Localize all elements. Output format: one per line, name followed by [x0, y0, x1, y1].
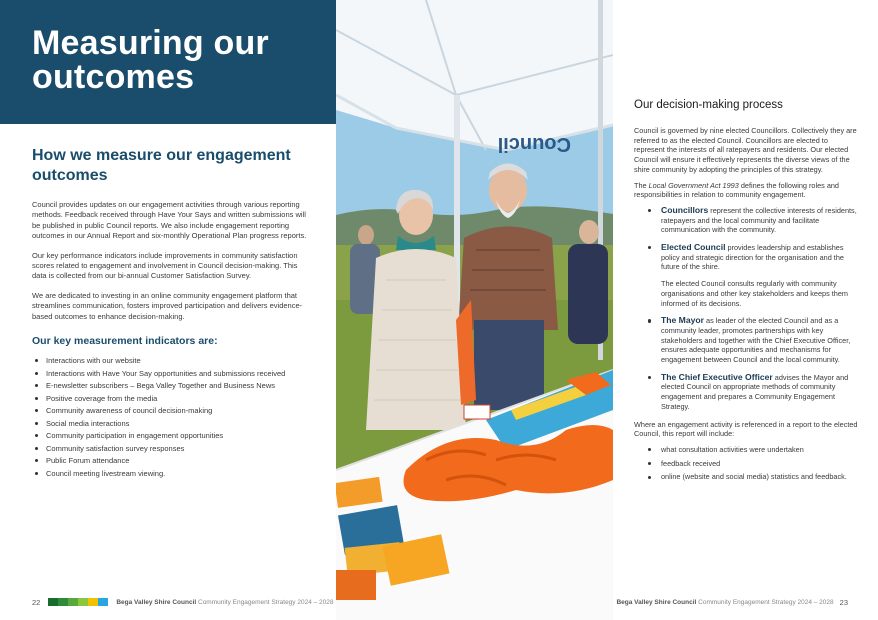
- footer-doc: Community Engagement Strategy 2024 – 2028: [198, 598, 334, 606]
- stripe-swatch: [68, 598, 78, 606]
- decision-heading: Our decision-making process: [634, 99, 783, 111]
- title-banner: [0, 0, 336, 124]
- list-item: Community awareness of council decision-making: [46, 406, 307, 416]
- act-name: Local Government Act 1993: [648, 180, 739, 190]
- stripe-swatch: [98, 598, 108, 606]
- role-subtext: The elected Council consults regularly with community organisations and other key stakeholders and keeps them informed of its decisions.: [661, 279, 848, 308]
- list-item: Positive coverage from the media: [46, 394, 307, 404]
- list-item: Interactions with Have Your Say opportunities and submissions received: [46, 369, 307, 379]
- page-title: Measuring our outcomes: [32, 24, 269, 96]
- role-title: The Mayor: [661, 315, 704, 326]
- list-item: online (website and social media) statistics and feedback.: [661, 472, 858, 482]
- act-text: defines the following roles and responsibilities in relation to community engagement.: [634, 180, 839, 200]
- left-column: [32, 146, 307, 481]
- stripe-swatch: [88, 598, 98, 606]
- footer-org: Bega Valley Shire Council: [116, 598, 197, 606]
- role-item: [661, 206, 858, 235]
- indicators-heading: Our key measurement indicators are:: [32, 335, 218, 348]
- list-item: Council meeting livestream viewing.: [46, 469, 307, 479]
- list-item: Social media interactions: [46, 419, 307, 429]
- footer-org: Bega Valley Shire Council: [616, 598, 697, 606]
- paragraph: Our key performance indicators include improvements in community satisfaction scores related to engagement and involvement in Council decision-making. This data is collected from our bi-annual Customer Satisfaction Survey.: [32, 250, 298, 281]
- list-item: what consultation activities were undertaken: [661, 445, 858, 455]
- page-number: 22: [32, 597, 41, 607]
- list-item: feedback received: [661, 459, 858, 469]
- section-heading: How we measure our engagement outcomes: [32, 147, 291, 184]
- role-title: Councillors: [661, 204, 709, 215]
- stripe-swatch: [48, 598, 58, 606]
- stripe-swatch: [58, 598, 68, 606]
- list-item: Community participation in engagement opportunities: [46, 431, 307, 441]
- role-text: as leader of the elected Council and as a community leader, promotes partnerships with key stakeholders and together with the Chief Executive Officer, ensures adequate opportunities and mechanisms for engagement between Council and the local community.: [661, 316, 851, 365]
- brand-stripes: [48, 598, 108, 606]
- role-text: provides leadership and establishes policy and strategic direction for the organisation and the future of the shire.: [661, 243, 844, 272]
- list-item: Community satisfaction survey responses: [46, 444, 307, 454]
- role-text: represent the collective interests of residents, ratepayers and the local community and facilitate communication with the community.: [661, 205, 857, 235]
- list-item: Public Forum attendance: [46, 456, 307, 466]
- footer-right: [616, 597, 848, 607]
- role-title: The Chief Executive Officer: [661, 371, 773, 382]
- paragraph: Council provides updates on our engagement activities through various reporting methods. Feedback received through Have Your Says and written submissions will be published in public Council reports. We also include engagement reporting outcomes in our Annual Report and six-monthly Operational Plan progress reports.: [32, 200, 307, 241]
- report-intro: Where an engagement activity is referenced in a report to the elected Council, this report will include:: [634, 419, 858, 439]
- stripe-swatch: [78, 598, 88, 606]
- page-number: 23: [839, 597, 848, 607]
- act-paragraph: [634, 181, 858, 200]
- paragraph: We are dedicated to investing in an online community engagement platform that streamlines communication, fosters improved participation and delivers evidence-based outcomes to enhance decision-making.: [32, 290, 303, 321]
- role-item: [661, 243, 858, 308]
- act-prefix: The: [634, 180, 649, 190]
- list-item: E-newsletter subscribers – Bega Valley Together and Business News: [46, 381, 307, 391]
- indicators-list: [32, 356, 307, 479]
- intro-paragraph: Council is governed by nine elected Councillors. Collectively they are referred to as the elected Council. Councillors are elected to represent the interests of all ratepayers and residents. Our elected Council will ensure it effectively represents the diverse views of the shire community by adopting the principles of this strategy.: [634, 126, 857, 174]
- footer-text: [616, 599, 833, 606]
- role-title: Elected Council: [661, 242, 726, 253]
- footer-text: [116, 599, 333, 606]
- footer-left: [32, 597, 334, 607]
- role-text: advises the Mayor and elected Council on appropriate methods of community engagement and prepares a Community Engagement Strategy.: [661, 372, 849, 411]
- role-item: [661, 373, 858, 412]
- tent-banner-text: Council: [497, 133, 571, 155]
- role-item: [661, 316, 858, 365]
- roles-list: [634, 206, 858, 412]
- event-photo: [336, 0, 613, 620]
- right-column: [634, 99, 858, 486]
- photo-illustration: [336, 0, 613, 620]
- list-item: Interactions with our website: [46, 356, 307, 366]
- report-list: [634, 445, 858, 482]
- footer-doc: Community Engagement Strategy 2024 – 2028: [698, 598, 834, 606]
